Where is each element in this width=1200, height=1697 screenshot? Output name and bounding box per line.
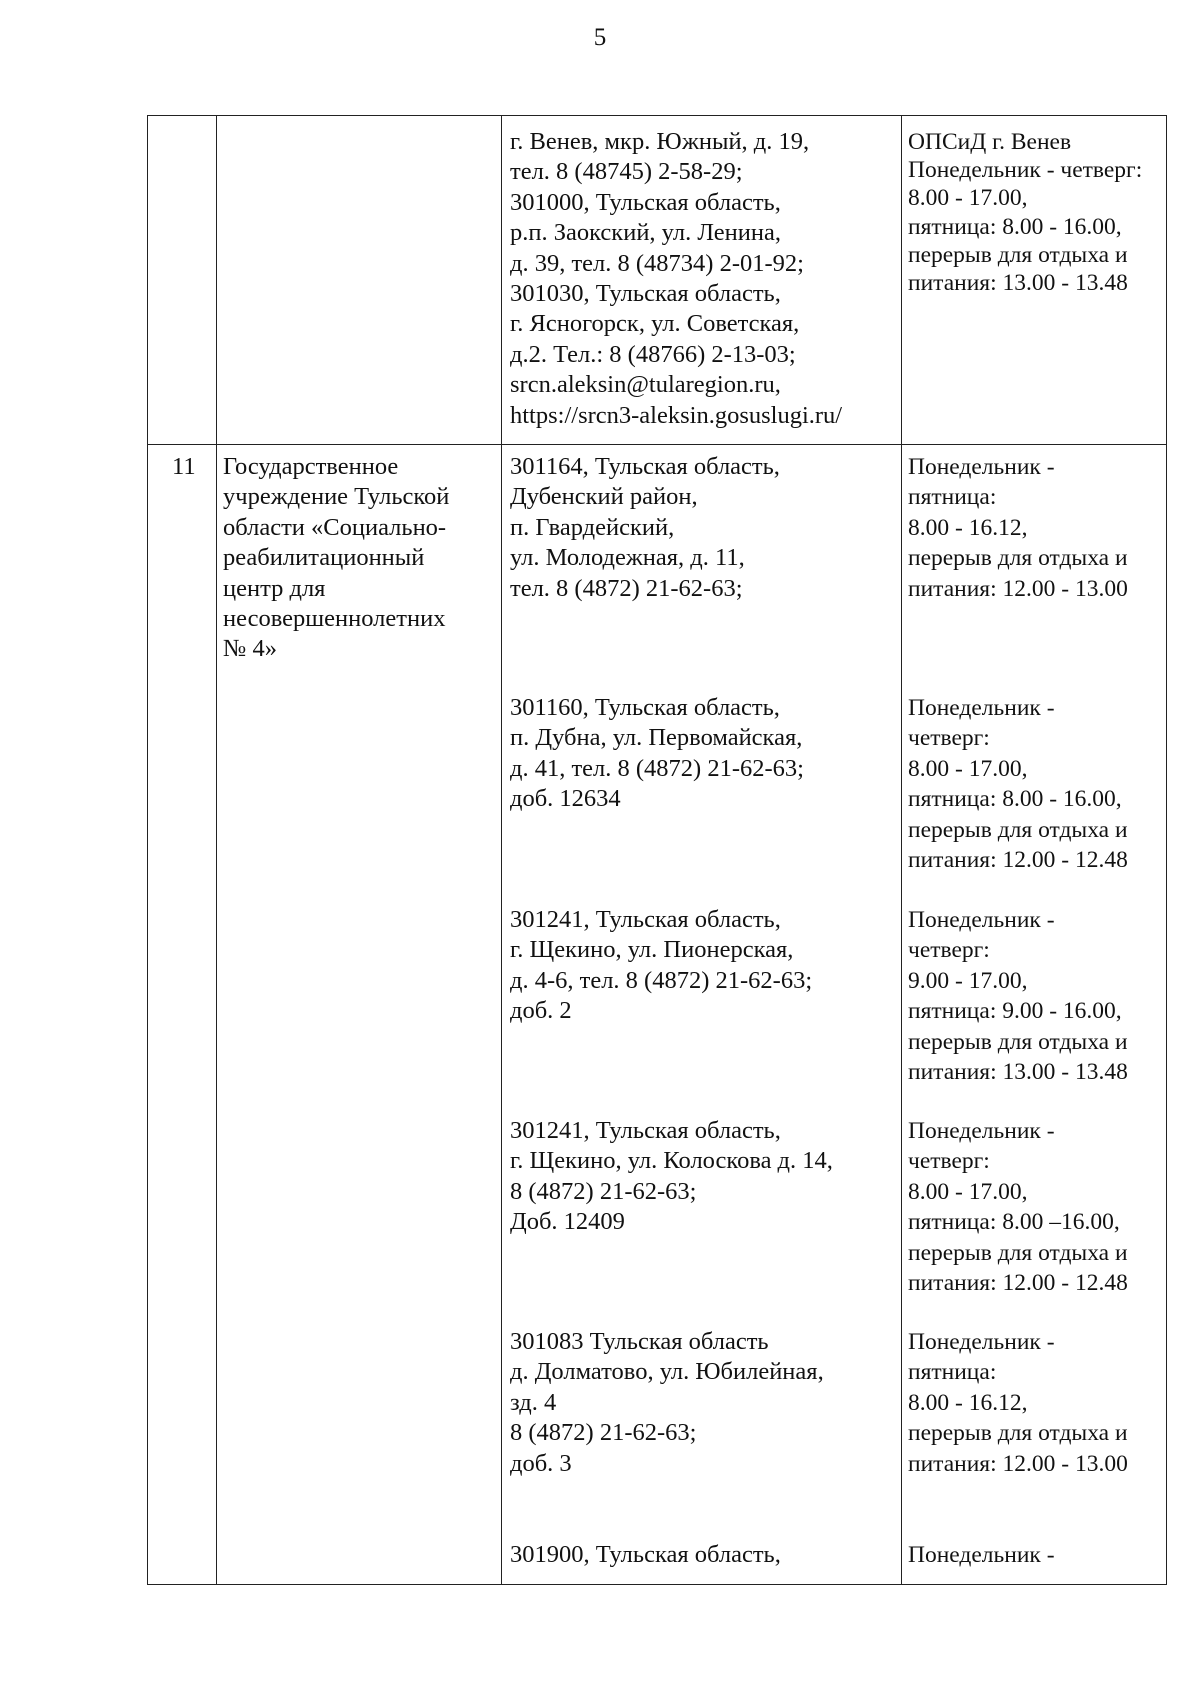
address-cell: 301900, Тульская область, bbox=[510, 1541, 781, 1568]
row-divider bbox=[148, 444, 1166, 445]
address-cell: 301164, Тульская область, Дубенский район, п. Гвардейский, ул. Молодежная, д. 11, тел. 8 (4872) 21-62-63; bbox=[510, 453, 780, 602]
working-hours-cell: ОПСиД г. Венев Понедельник - четверг: 8.00 - 17.00, пятница: 8.00 - 16.00, перерыв для отдыха и питания: 13.00 - 13.48 bbox=[908, 129, 1143, 297]
working-hours-cell: Понедельник - bbox=[908, 1542, 1055, 1568]
working-hours-cell: Понедельник - пятница: 8.00 - 16.12, перерыв для отдыха и питания: 12.00 - 13.00 bbox=[908, 1329, 1128, 1477]
working-hours-cell: Понедельник - четверг: 9.00 - 17.00, пятница: 9.00 - 16.00, перерыв для отдыха и питания: 13.00 - 13.48 bbox=[908, 907, 1128, 1086]
address-cell: 301083 Тульская область д. Долматово, ул. Юбилейная, зд. 4 8 (4872) 21-62-63; доб. 3 bbox=[510, 1328, 824, 1477]
address-cell: 301160, Тульская область, п. Дубна, ул. Первомайская, д. 41, тел. 8 (4872) 21-62-63; доб. 12634 bbox=[510, 694, 804, 813]
column-divider bbox=[901, 116, 902, 1584]
working-hours-cell: Понедельник - четверг: 8.00 - 17.00, пятница: 8.00 –16.00, перерыв для отдыха и питания: 12.00 - 12.48 bbox=[908, 1118, 1128, 1297]
address-cell: 301241, Тульская область, г. Щекино, ул. Колоскова д. 14, 8 (4872) 21-62-63; Доб. 12409 bbox=[510, 1117, 833, 1236]
working-hours-cell: Понедельник - пятница: 8.00 - 16.12, перерыв для отдыха и питания: 12.00 - 13.00 bbox=[908, 454, 1128, 602]
column-divider bbox=[501, 116, 502, 1584]
organization-name: Государственное учреждение Тульской области «Социально- реабилитационный центр для несовершеннолетних № 4» bbox=[223, 453, 450, 663]
address-cell: г. Венев, мкр. Южный, д. 19, тел. 8 (48745) 2-58-29; 301000, Тульская область, р.п. Заокский, ул. Ленина, д. 39, тел. 8 (48734) 2-01-92; 301030, Тульская область, г. Ясногорск, ул. Советская, д.2. Тел.: 8 (48766) 2-13-03; srcn.aleksin@tularegion.ru, https://srcn3-aleksin.gosuslugi.ru/ bbox=[510, 128, 843, 429]
address-cell: 301241, Тульская область, г. Щекино, ул. Пионерская, д. 4-6, тел. 8 (4872) 21-62-63; доб. 2 bbox=[510, 906, 813, 1025]
row-number: 11 bbox=[172, 453, 196, 480]
institutions-table bbox=[147, 115, 1167, 1585]
column-divider bbox=[216, 116, 217, 1584]
working-hours-cell: Понедельник - четверг: 8.00 - 17.00, пятница: 8.00 - 16.00, перерыв для отдыха и питания: 12.00 - 12.48 bbox=[908, 695, 1128, 874]
page-number: 5 bbox=[593, 24, 607, 51]
